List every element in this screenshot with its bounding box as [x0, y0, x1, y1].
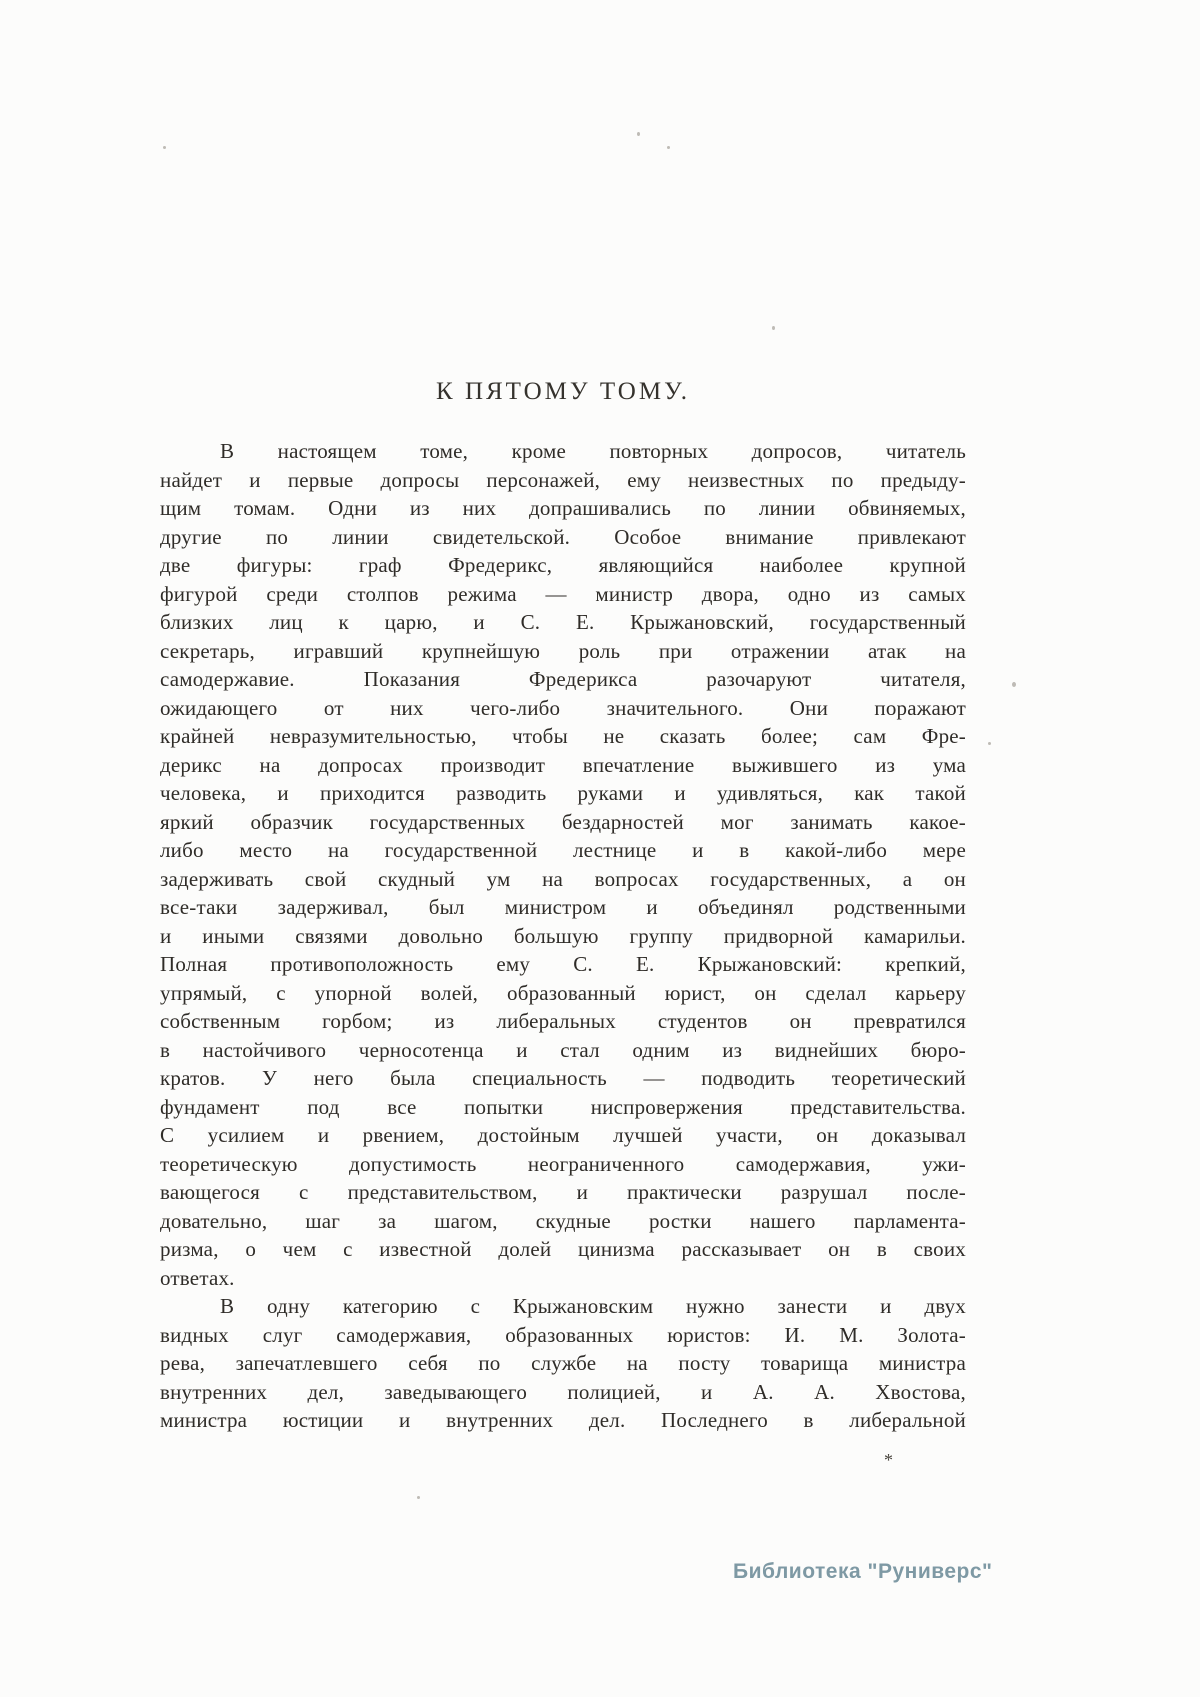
- text-line: собственным горбом; из либеральных студентов он превратился: [160, 1009, 966, 1033]
- footnote-asterisk: *: [884, 1450, 893, 1470]
- scan-artifact: [988, 742, 991, 745]
- text-line: министра юстиции и внутренних дел. Последнего в либеральной: [160, 1408, 966, 1432]
- text-line: ответах.: [160, 1265, 235, 1290]
- library-watermark: Библиотека "Руниверс": [733, 1560, 993, 1583]
- paragraph: [160, 437, 966, 1292]
- text-line: близких лиц к царю, и С. Е. Крыжановский, государственный: [160, 610, 966, 634]
- scan-artifact: [417, 1496, 420, 1499]
- text-line: ризма, о чем с известной долей цинизма рассказывает он в своих: [160, 1237, 966, 1261]
- text-line: крайней невразумительностью, чтобы не сказать более; сам Фре-: [160, 724, 966, 748]
- text-line: самодержавие. Показания Фредерикса разочаруют читателя,: [160, 667, 966, 691]
- text-line: все-таки задерживал, был министром и объединял родственными: [160, 895, 966, 919]
- text-line: либо место на государственной лестнице и в какой-либо мере: [160, 838, 966, 862]
- text-line: рева, запечатлевшего себя по службе на посту товарища министра: [160, 1351, 966, 1375]
- text-line: В одну категорию с Крыжановским нужно занести и двух: [220, 1294, 966, 1318]
- text-line: две фигуры: граф Фредерикс, являющийся наиболее крупной: [160, 553, 966, 577]
- text-line: внутренних дел, заведывающего полицией, и А. А. Хвостова,: [160, 1379, 966, 1404]
- scan-artifact: [667, 146, 670, 149]
- scan-artifact: [772, 326, 775, 330]
- text-line: в настойчивого черносотенца и стал одним из виднейших бюро-: [160, 1037, 966, 1062]
- paragraph: [160, 1292, 966, 1435]
- text-line: ожидающего от них чего-либо значительного. Они поражают: [160, 695, 966, 720]
- scan-artifact: [163, 146, 166, 149]
- text-line: Полная противоположность ему С. Е. Крыжановский: крепкий,: [160, 952, 966, 976]
- text-line: фигурой среди столпов режима — министр двора, одно из самых: [160, 581, 966, 606]
- text-line: дерикс на допросах производит впечатление выжившего из ума: [160, 752, 966, 777]
- text-line: другие по линии свидетельской. Особое внимание привлекают: [160, 524, 966, 549]
- text-line: человека, и приходится разводить руками и удивляться, как такой: [160, 781, 966, 805]
- text-line: кратов. У него была специальность — подводить теоретический: [160, 1066, 966, 1090]
- page-title: К ПЯТОМУ ТОМУ.: [436, 378, 690, 405]
- text-line: упрямый, с упорной волей, образованный юрист, он сделал карьеру: [160, 980, 966, 1005]
- scan-artifact: [1012, 682, 1016, 687]
- text-line: В настоящем томе, кроме повторных допросов, читатель: [220, 439, 966, 463]
- text-line: найдет и первые допросы персонажей, ему неизвестных по предыду-: [160, 467, 966, 492]
- text-line: теоретическую допустимость неограниченного самодержавия, ужи-: [160, 1151, 966, 1176]
- text-line: и иными связями довольно большую группу придворной камарильи.: [160, 923, 966, 948]
- text-line: С усилием и рвением, достойным лучшей участи, он доказывал: [160, 1123, 966, 1147]
- text-line: яркий образчик государственных бездарностей мог занимать какое-: [160, 809, 966, 834]
- text-block: [160, 437, 966, 1435]
- text-line: задерживать свой скудный ум на вопросах государственных, а он: [160, 866, 966, 891]
- text-line: довательно, шаг за шагом, скудные ростки нашего парламента-: [160, 1208, 966, 1233]
- text-line: фундамент под все попытки ниспровержения представительства.: [160, 1094, 966, 1119]
- text-line: видных слуг самодержавия, образованных юристов: И. М. Золота-: [160, 1322, 966, 1347]
- text-line: секретарь, игравший крупнейшую роль при отражении атак на: [160, 638, 966, 663]
- scan-artifact: [637, 132, 640, 136]
- text-line: щим томам. Одни из них допрашивались по линии обвиняемых,: [160, 496, 966, 520]
- text-line: вающегося с представительством, и практически разрушал после-: [160, 1180, 966, 1204]
